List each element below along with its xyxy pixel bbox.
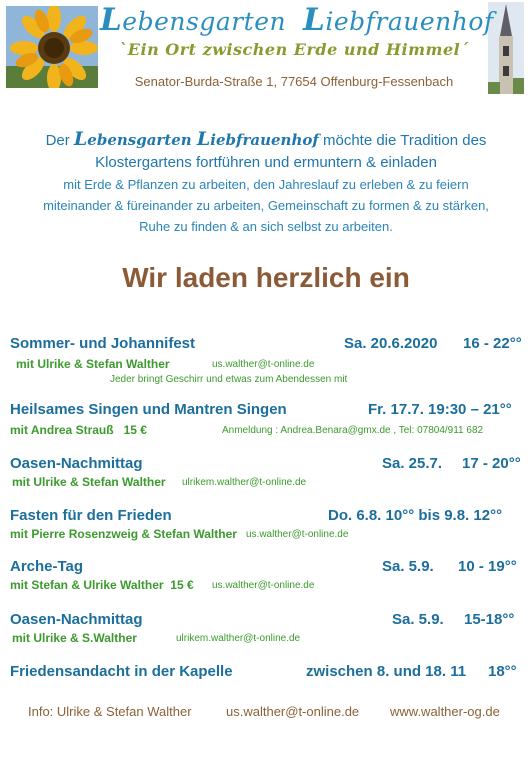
- motto: `Ein Ort zwischen Erde und Himmel´: [119, 40, 469, 59]
- event-time: 16 - 22°°: [463, 335, 522, 352]
- event-note: Jeder bringt Geschirr und etwas zum Abendessen mit: [110, 374, 348, 385]
- event-time: 18°°: [488, 663, 517, 680]
- address: Senator-Burda-Straße 1, 77654 Offenburg-Fessenbach: [134, 74, 454, 89]
- headline: Wir laden herzlich ein: [122, 262, 410, 293]
- event-date: zwischen 8. und 18. 11: [306, 663, 467, 680]
- intro-text: Der Lebensgarten Liebfrauenhof möchte die Tradition des Klostergartens fortführen und ermuntern & einladen mit Erde & Pflanzen zu arbeiten, den Jahreslauf zu erleben & zu feiern miteinander & füreinander zu arbeiten, Gemeinschaft zu formen & zu stärken, Ruhe zu finden & an sich selbst zu arbeiten.: [43, 128, 489, 234]
- event-email: ulrikem.walther@t-online.de: [182, 477, 307, 488]
- event-note: Anmeldung : Andrea.Benara@gmx.de , Tel: 07804/911 682: [222, 425, 484, 436]
- event-title: Sommer- und Johannifest: [10, 335, 196, 352]
- event-date: Sa. 25.7.: [382, 455, 443, 472]
- event-date: Sa. 5.9.: [382, 558, 434, 575]
- event-title: Friedensandacht in der Kapelle: [10, 663, 233, 680]
- event-title: Oasen-Nachmittag: [10, 611, 143, 628]
- event-host: mit Ulrike & S.Walther: [12, 631, 137, 645]
- event-date: Fr. 17.7. 19:30 – 21°°: [368, 401, 512, 418]
- event-time: 15-18°°: [464, 611, 515, 628]
- event-host: mit Stefan & Ulrike Walther 15 €: [10, 578, 194, 592]
- event-host: mit Pierre Rosenzweig & Stefan Walther: [10, 527, 237, 541]
- event-email: us.walther@t-online.de: [212, 359, 315, 370]
- event-title: Arche-Tag: [10, 558, 84, 575]
- sunflower-photo: [6, 6, 98, 88]
- event-email: us.walther@t-online.de: [246, 529, 349, 540]
- event-time: 10 - 19°°: [458, 558, 517, 575]
- page-title: Lebensgarten Liebfrauenhof: [100, 2, 494, 38]
- footer-info: Info: Ulrike & Stefan Walther: [28, 704, 192, 719]
- event-email: us.walther@t-online.de: [212, 580, 315, 591]
- footer-email[interactable]: us.walther@t-online.de: [226, 704, 360, 719]
- event-email: ulrikem.walther@t-online.de: [176, 633, 301, 644]
- event-date: Do. 6.8. 10°° bis 9.8. 12°°: [328, 507, 503, 524]
- footer-website[interactable]: www.walther-og.de: [390, 704, 500, 719]
- event-date: Sa. 20.6.2020: [344, 335, 438, 352]
- event-host: mit Ulrike & Stefan Walther: [12, 475, 166, 489]
- event-title: Fasten für den Frieden: [10, 507, 172, 524]
- event-title: Heilsames Singen und Mantren Singen: [10, 401, 287, 418]
- event-host: mit Andrea Strauß 15 €: [10, 423, 147, 437]
- event-host: mit Ulrike & Stefan Walther: [16, 357, 170, 371]
- event-time: 17 - 20°°: [462, 455, 521, 472]
- event-date: Sa. 5.9.: [392, 611, 444, 628]
- event-title: Oasen-Nachmittag: [10, 455, 143, 472]
